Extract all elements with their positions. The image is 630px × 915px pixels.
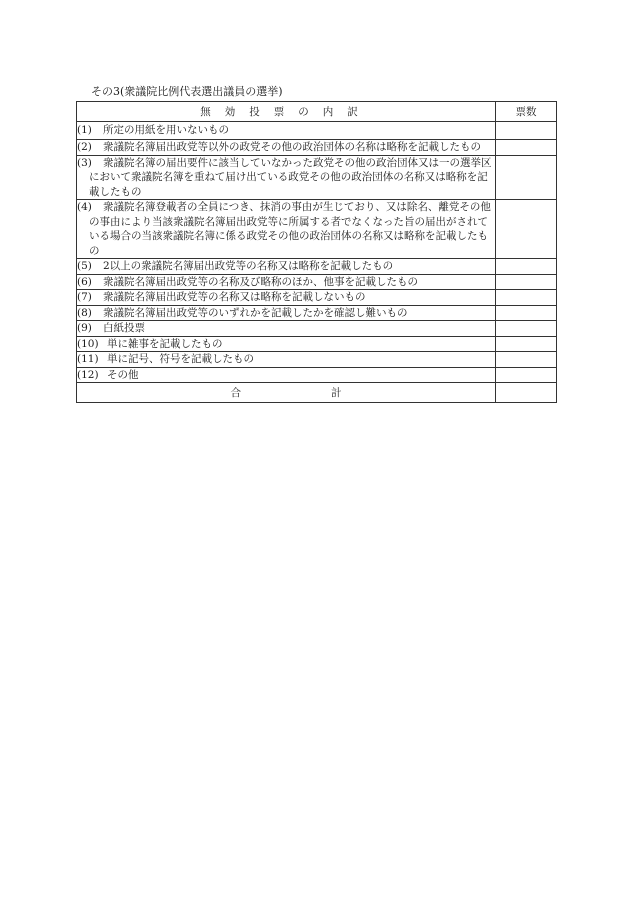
row-text: 衆議院名簿届出政党等の名称又は略称を記載しないもの xyxy=(103,291,366,303)
total-count xyxy=(496,383,557,403)
row-number: (7) xyxy=(77,291,92,303)
table-caption: その3(衆議院比例代表選出議員の選挙) xyxy=(91,85,283,98)
total-label-left: 合 xyxy=(230,387,241,399)
table-row xyxy=(77,352,557,368)
row-description xyxy=(77,305,496,321)
row-count xyxy=(496,367,557,383)
row-description xyxy=(77,200,496,259)
row-text: 単に記号、符号を記載したもの xyxy=(107,353,254,365)
row-description xyxy=(77,122,496,140)
row-count xyxy=(496,352,557,368)
row-description xyxy=(77,336,496,352)
row-number: (4) xyxy=(77,201,92,213)
row-number: (11) xyxy=(77,353,99,365)
table-row xyxy=(77,274,557,290)
row-text: 所定の用紙を用いないもの xyxy=(103,124,229,137)
row-text: 2以上の衆議院名簿届出政党等の名称又は略称を記載したもの xyxy=(103,260,394,272)
row-text: 衆議院名簿届出政党等のいずれかを記載したかを確認し難いもの xyxy=(103,306,408,319)
row-count xyxy=(496,274,557,290)
table-row xyxy=(77,155,557,200)
row-number: (5) xyxy=(77,260,92,272)
row-number: (9) xyxy=(77,322,92,334)
row-description xyxy=(77,367,496,383)
table-row xyxy=(77,367,557,383)
row-count xyxy=(496,305,557,321)
row-number: (12) xyxy=(77,368,99,381)
row-description xyxy=(77,155,496,200)
row-count xyxy=(496,200,557,259)
row-count xyxy=(496,290,557,306)
table-row xyxy=(77,140,557,156)
header-row xyxy=(77,102,557,122)
header-description: 無効投票の内訳 xyxy=(77,102,496,122)
row-description xyxy=(77,274,496,290)
invalid-votes-table xyxy=(76,101,557,403)
row-number: (1) xyxy=(77,124,92,137)
total-row xyxy=(77,383,557,403)
row-number: (10) xyxy=(77,337,99,350)
row-count xyxy=(496,321,557,337)
table-row xyxy=(77,321,557,337)
header-count: 票数 xyxy=(496,102,557,122)
row-text: 衆議院名簿届出政党等の名称及び略称のほか、他事を記載したもの xyxy=(103,275,418,288)
table-row xyxy=(77,259,557,275)
row-description xyxy=(77,140,496,156)
table-row xyxy=(77,336,557,352)
row-number: (8) xyxy=(77,306,92,319)
row-count xyxy=(496,155,557,200)
row-number: (2) xyxy=(77,141,92,153)
row-number: (3) xyxy=(77,156,92,169)
row-count xyxy=(496,140,557,156)
row-number: (6) xyxy=(77,275,92,288)
total-label-right: 計 xyxy=(331,387,342,399)
table-row xyxy=(77,305,557,321)
row-description xyxy=(77,321,496,337)
row-text: 衆議院名簿届出政党等以外の政党その他の政治団体の名称は略称を記載したもの xyxy=(103,141,481,153)
row-description xyxy=(77,352,496,368)
row-count xyxy=(496,122,557,140)
row-count xyxy=(496,336,557,352)
total-label xyxy=(77,383,496,403)
table-row xyxy=(77,200,557,259)
row-count xyxy=(496,259,557,275)
row-description xyxy=(77,290,496,306)
table-row xyxy=(77,290,557,306)
row-description xyxy=(77,259,496,275)
table-row xyxy=(77,122,557,140)
row-text: その他 xyxy=(107,368,139,381)
row-text: 単に雑事を記載したもの xyxy=(107,337,223,350)
row-text: 衆議院名簿の届出要件に該当していなかった政党その他の政治団体又は一の選挙区において衆議院名簿を重ねて届け出ている政党その他の政治団体の名称又は略称を記載したもの xyxy=(89,156,492,198)
row-text: 白紙投票 xyxy=(103,322,145,334)
row-text: 衆議院名簿登載者の全員につき、抹消の事由が生じており、又は除名、離党その他の事由により当該衆議院名簿届出政党等に所属する者でなくなった旨の届出がされている場合の当該衆議院名簿に係る政党その他の政治団体の名称又は略称を記載したもの xyxy=(89,201,491,257)
